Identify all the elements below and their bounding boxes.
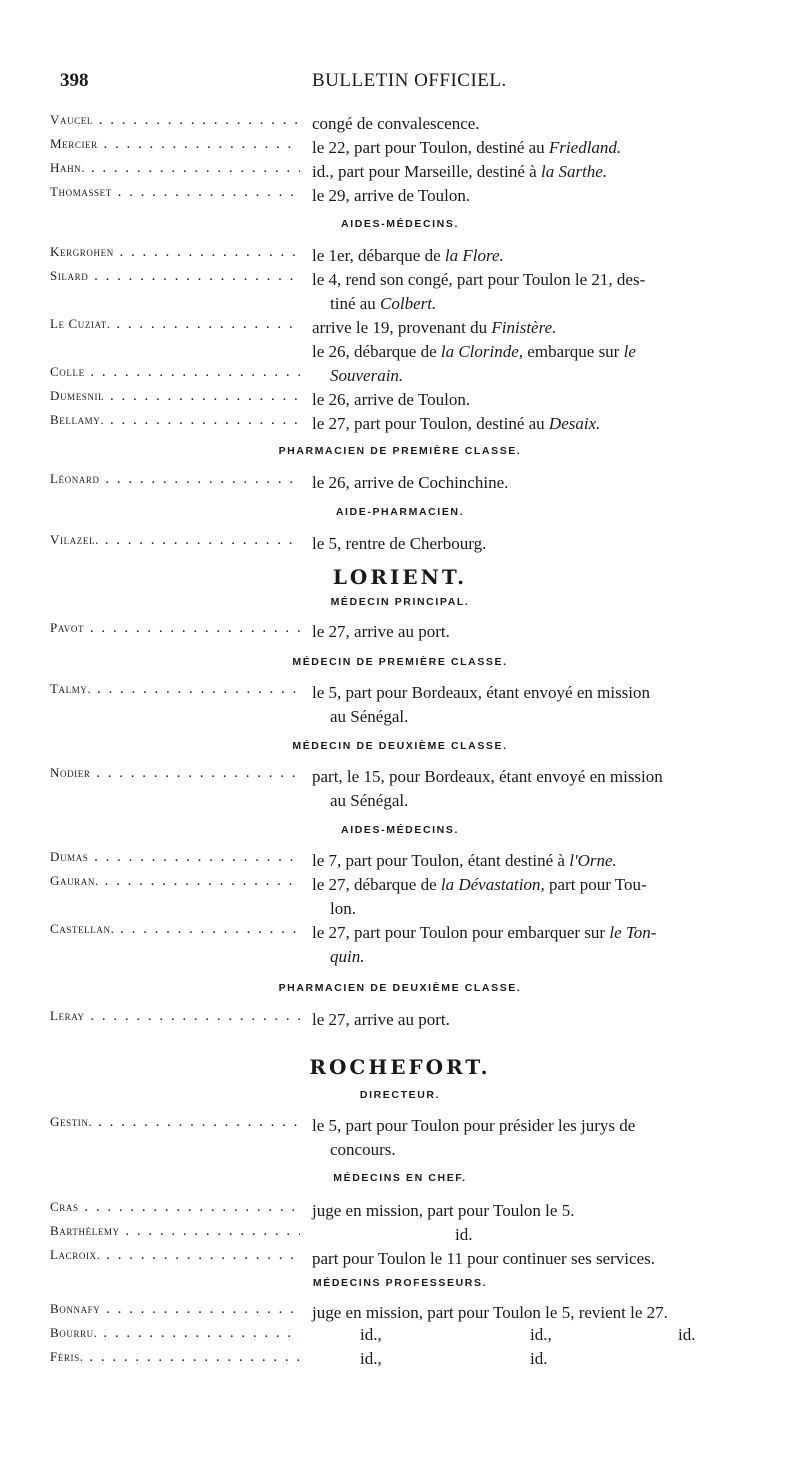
entry-text: part, le 15, pour Bordeaux, étant envoyé en mission au Sénégal. [312,767,663,810]
entry-name: Lacroix. . . . [50,1247,300,1264]
section-heading: PHARMACIEN DE PREMIÈRE CLASSE. [278,445,522,457]
page-header [0,70,800,100]
entry-text: le 1er, débarque de la Flore. [312,246,504,265]
section-heading: MÉDECINS PROFESSEURS. [312,1277,488,1289]
section-heading: MÉDECIN PRINCIPAL. [330,596,470,608]
entry-text: id., [360,1325,382,1344]
city-heading-rochefort: ROCHEFORT. [309,1055,491,1079]
entry-text: le 27, part pour Toulon pour embarquer sur le Ton- quin. [312,923,657,966]
entry-text: le 27, part pour Toulon, destiné au Desaix. [312,414,601,433]
entry-text: juge en mission, part pour Toulon le 5, revient le 27. [312,1303,668,1322]
entry-name: Dumas . . . [50,849,300,866]
entry-name: Vaucel . . . [50,112,300,129]
entry-text: id., [530,1325,552,1344]
entry-name: Le Cuziat. . . . [50,316,300,333]
section-heading: MÉDECIN DE DEUXIÈME CLASSE. [292,740,508,752]
entry-text: congé de convalescence. [312,114,480,133]
section-heading: AIDES-MÉDECINS. [341,824,459,836]
entry-name: Pavot . . . [50,620,300,637]
entry-name: Dumesnil . . . [50,388,300,405]
entry-text: le 5, rentre de Cherbourg. [312,534,487,553]
entry-text: id., part pour Marseille, destiné à la Sarthe. [312,162,608,181]
entry-name: Mercier . . . [50,136,300,153]
entry-name: Nodier . . . [50,765,300,782]
section-heading: DIRECTEUR. [359,1089,441,1101]
entry-text: id. [455,1225,473,1244]
entry-name: Leray . . . [50,1008,300,1025]
entry-text: le 4, rend son congé, part pour Toulon le 21, des- tiné au Colbert. [312,270,646,313]
entry-text: juge en mission, part pour Toulon le 5. [312,1201,575,1220]
entry-name: Bourru. . . . [50,1325,300,1342]
entry-text: arrive le 19, provenant du Finistère. [312,318,557,337]
entry-text: le 27, arrive au port. [312,622,450,641]
entry-text: le 22, part pour Toulon, destiné au Friedland. [312,138,622,157]
entry-text: le 26, arrive de Toulon. [312,390,471,409]
entry-text: le 27, arrive au port. [312,1010,450,1029]
entry-name: Thomasset . . . [50,184,300,201]
page-number: 398 [60,70,89,91]
entry-name: Bonnafy . . . [50,1301,300,1318]
entry-name: Talmy. . . . [50,681,300,698]
entry-text: le 27, débarque de la Dévastation, part pour Tou- lon. [312,875,647,918]
entry-text: le 26, débarque de la Clorinde, embarque sur le Souverain. [312,342,636,385]
entry-text: le 7, part pour Toulon, étant destiné à l'Orne. [312,851,617,870]
entry-name: Féris. . . . [50,1349,300,1366]
entry-name: Cras . . . [50,1199,300,1216]
city-heading-lorient: LORIENT. [332,565,468,589]
entry-text: id. [530,1349,548,1368]
section-heading: AIDES-MÉDECINS. [341,218,459,230]
entry-text: le 26, arrive de Cochinchine. [312,473,509,492]
entry-name: Gestin. . . . [50,1114,300,1131]
entry-text: part pour Toulon le 11 pour continuer ses services. [312,1249,655,1268]
entry-name: Silard . . . [50,268,300,285]
entry-text: le 5, part pour Bordeaux, étant envoyé en mission au Sénégal. [312,683,651,726]
section-heading: PHARMACIEN DE DEUXIÈME CLASSE. [278,982,522,994]
entry-name: Barthélemy . . . [50,1223,300,1240]
entry-text: le 29, arrive de Toulon. [312,186,471,205]
running-title: BULLETIN OFFICIEL. [312,70,507,91]
section-heading: MÉDECINS EN CHEF. [333,1172,467,1184]
entry-name: Léonard . . . [50,471,300,488]
entry-name: Castellan. . . . [50,921,300,938]
entry-text: id., [360,1349,382,1368]
entry-text: id. [678,1325,696,1344]
entry-name: Bellamy. . . . [50,412,300,429]
section-heading: AIDE-PHARMACIEN. [335,506,465,518]
section-heading: MÉDECIN DE PREMIÈRE CLASSE. [292,656,508,668]
entry-name: Gauran. . . . [50,873,300,890]
entry-name: Colle . . . [50,364,300,381]
entry-name: Vilazel. . . . [50,532,300,549]
entry-name: Kergrohen . . . [50,244,300,261]
entry-name: Hahn. . . . [50,160,300,177]
entry-text: le 5, part pour Toulon pour présider les jurys de concours. [312,1116,636,1159]
